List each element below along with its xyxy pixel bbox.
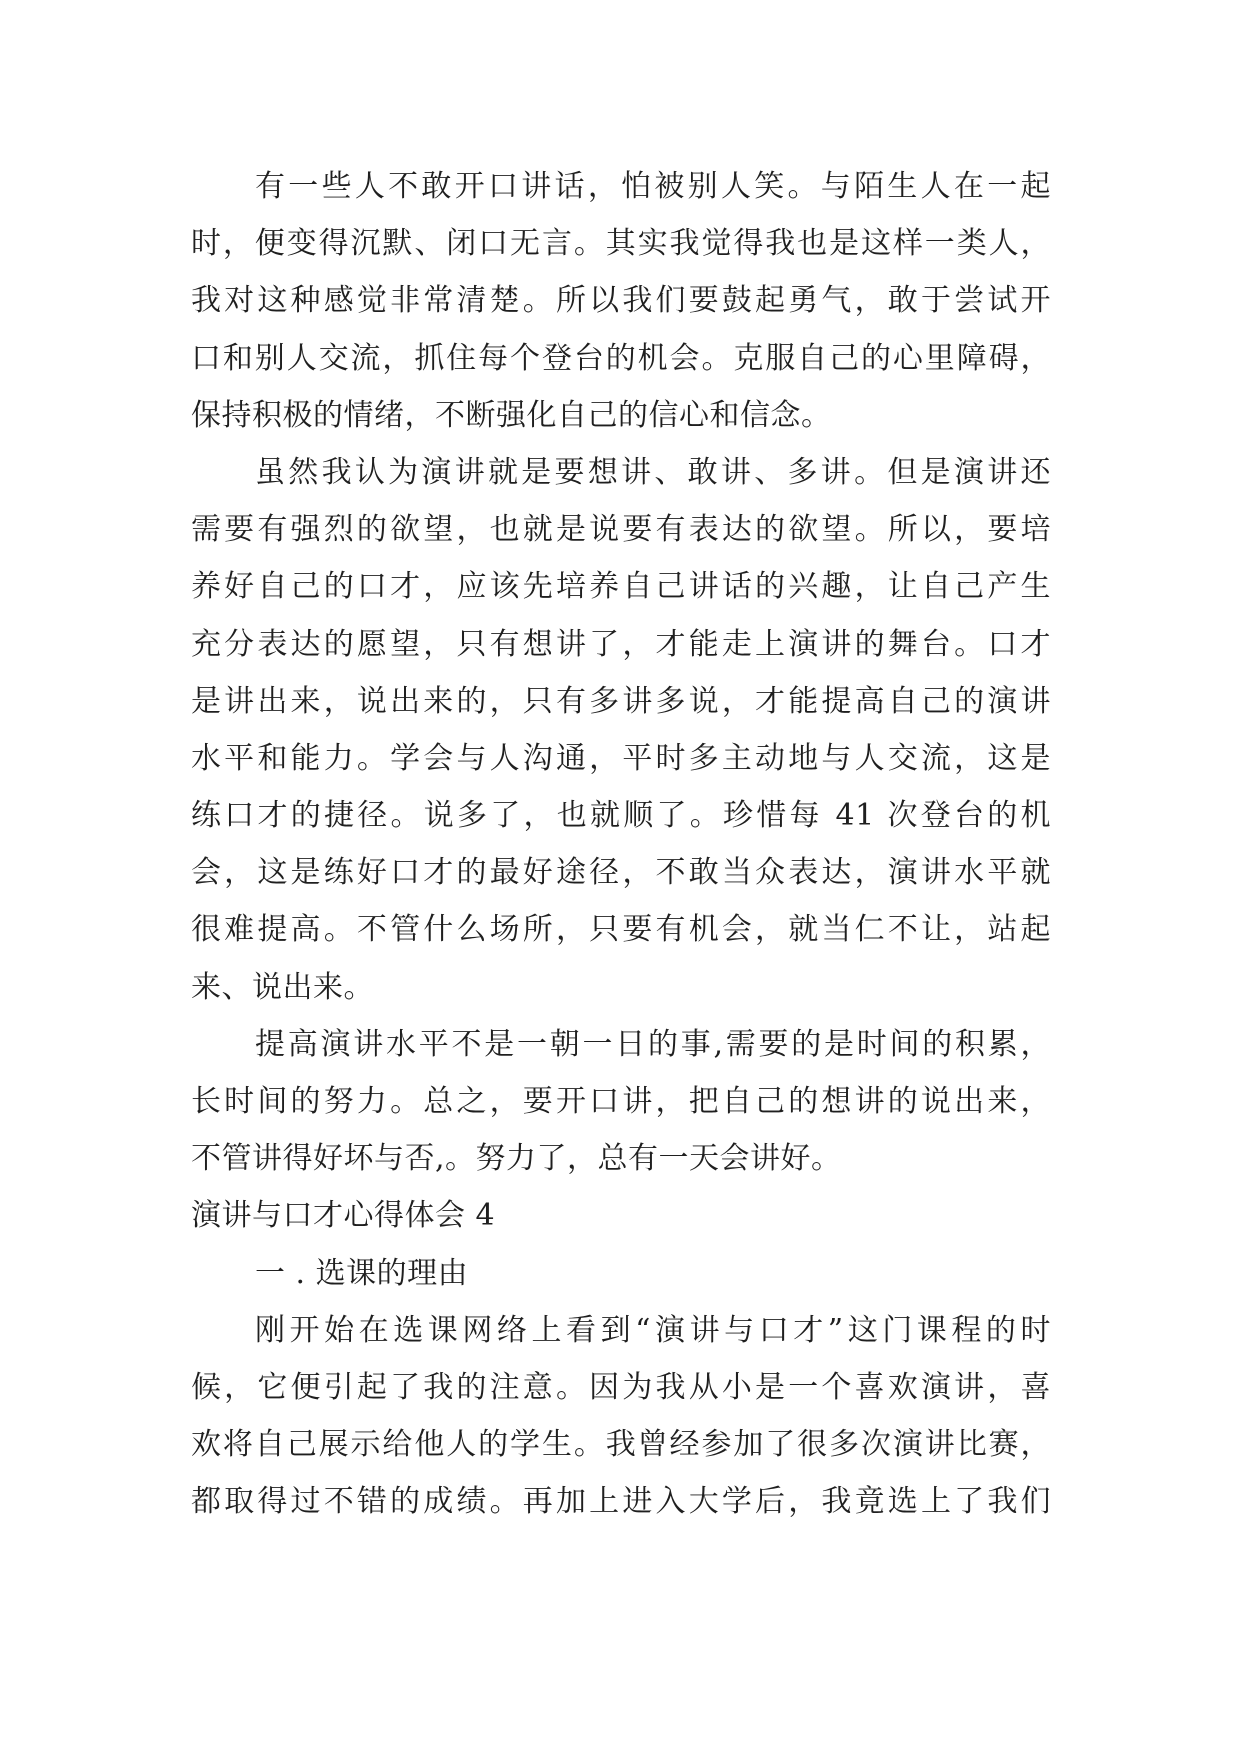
paragraph — [191, 1302, 1051, 1531]
text-line: 提高演讲水平不是一朝一日的事,需要的是时间的积累， — [255, 1026, 1051, 1062]
paragraph — [191, 158, 1051, 444]
text-line: 会，这是练好口才的最好途径，不敢当众表达，演讲水平就 — [191, 855, 1051, 891]
text-line: 是讲出来，说出来的，只有多讲多说，才能提高自己的演讲 — [191, 683, 1051, 719]
text-line: 保持积极的情绪，不断强化自己的信心和信念。 — [191, 397, 832, 433]
text-line: 候，它便引起了我的注意。因为我从小是一个喜欢演讲，喜 — [191, 1369, 1051, 1405]
text-line: 虽然我认为演讲就是要想讲、敢讲、多讲。但是演讲还 — [255, 454, 1051, 490]
text-line: 不管讲得好坏与否,。努力了，总有一天会讲好。 — [191, 1141, 842, 1177]
paragraph — [191, 1016, 1051, 1188]
text-line: 有一些人不敢开口讲话，怕被别人笑。与陌生人在一起 — [255, 169, 1051, 204]
text-line: 我对这种感觉非常清楚。所以我们要鼓起勇气，敢于尝试开 — [191, 283, 1051, 319]
text-line: 来、说出来。 — [191, 969, 374, 1005]
text-line: 时，便变得沉默、闭口无言。其实我觉得我也是这样一类人， — [191, 226, 1051, 262]
text-line: 水平和能力。学会与人沟通，平时多主动地与人交流，这是 — [191, 740, 1051, 776]
text-line: 都取得过不错的成绩。再加上进入大学后，我竟选上了我们 — [191, 1484, 1051, 1520]
text-line: 刚开始在选课网络上看到“演讲与口才”这门课程的时 — [255, 1312, 1051, 1348]
text-line: 需要有强烈的欲望，也就是说要有表达的欲望。所以，要培 — [191, 512, 1051, 548]
text-line: 养好自己的口才，应该先培养自己讲话的兴趣，让自己产生 — [191, 569, 1051, 605]
text-line: 练口才的捷径。说多了，也就顺了。珍惜每 41 次登台的机 — [191, 798, 1051, 834]
section-title: 演讲与口才心得体会 4 — [191, 1198, 496, 1234]
subsection-title: 一 . 选课的理由 — [255, 1255, 469, 1291]
paragraph — [191, 444, 1051, 1016]
text-line: 长时间的努力。总之，要开口讲，把自己的想讲的说出来， — [191, 1084, 1051, 1119]
text-line: 口和别人交流，抓住每个登台的机会。克服自己的心里障碍， — [191, 340, 1051, 376]
text-line: 充分表达的愿望，只有想讲了，才能走上演讲的舞台。口才 — [191, 626, 1051, 662]
text-line: 欢将自己展示给他人的学生。我曾经参加了很多次演讲比赛， — [191, 1427, 1051, 1463]
document-body — [191, 158, 1051, 1531]
text-line: 很难提高。不管什么场所，只要有机会，就当仁不让，站起 — [191, 912, 1051, 948]
